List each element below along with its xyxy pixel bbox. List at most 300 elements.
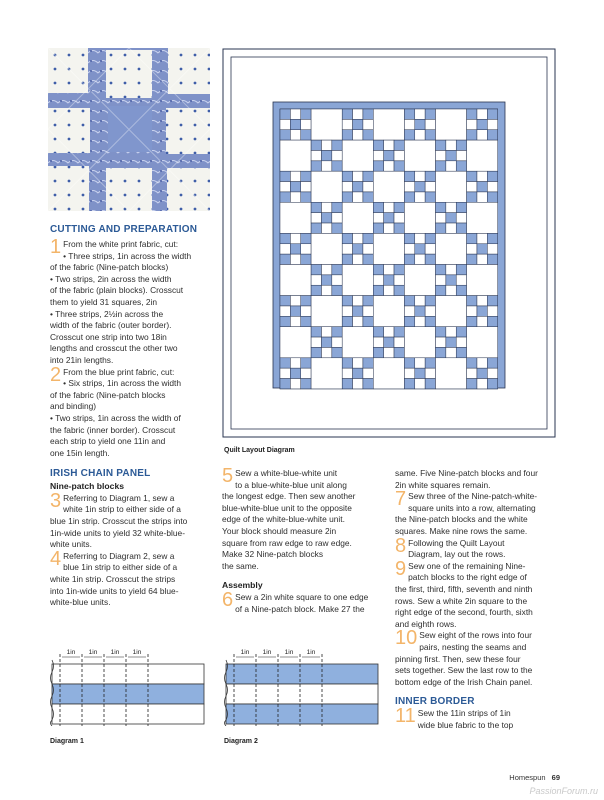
- text-line: pinning first. Then, sew these four: [395, 653, 521, 664]
- nine-patch-square: [456, 213, 466, 223]
- nine-patch-square: [321, 161, 331, 171]
- step-5: [222, 465, 392, 572]
- text-line: Sew the 11in strips of 1in: [417, 708, 511, 719]
- nine-patch-square: [290, 358, 300, 368]
- nine-patch-square: [436, 347, 446, 357]
- diagram-1-svg: [48, 646, 208, 726]
- nine-patch-square: [311, 327, 321, 337]
- nine-patch-square: [487, 109, 497, 119]
- nine-patch-square: [477, 182, 487, 192]
- plain-block: [280, 327, 311, 358]
- nine-patch-square: [477, 254, 487, 264]
- nine-patch-square: [467, 254, 477, 264]
- nine-patch-square: [425, 379, 435, 389]
- nine-patch-square: [353, 171, 363, 181]
- text-line: each strip to yield one 11in and: [50, 436, 166, 447]
- nine-patch-square: [342, 171, 352, 181]
- nine-patch-square: [415, 306, 425, 316]
- nine-patch-square: [446, 202, 456, 212]
- nine-patch-square: [425, 192, 435, 202]
- nine-patch-square: [487, 316, 497, 326]
- step-1-number: 1: [50, 236, 62, 258]
- nine-patch-square: [394, 213, 404, 223]
- nine-patch-square: [477, 244, 487, 254]
- nine-patch-square: [404, 306, 414, 316]
- nine-patch-square: [446, 213, 456, 223]
- nine-patch-square: [290, 119, 300, 129]
- nine-patch-square: [280, 233, 290, 243]
- nine-patch-square: [373, 213, 383, 223]
- nine-patch-square: [363, 316, 373, 326]
- text-line: Referring to Diagram 1, sew a: [63, 492, 175, 503]
- nine-patch-square: [425, 119, 435, 129]
- nine-patch-square: [415, 244, 425, 254]
- nine-patch-square: [404, 119, 414, 129]
- step-3-number: 3: [50, 489, 62, 512]
- text-line: lengths and crosscut the other two: [50, 343, 178, 354]
- measure-label: 1in: [88, 649, 98, 656]
- nine-patch-square: [342, 233, 352, 243]
- nine-patch-square: [280, 130, 290, 140]
- plain-block: [436, 171, 467, 202]
- plain-block: [436, 296, 467, 327]
- nine-patch-square: [280, 316, 290, 326]
- nine-patch-square: [321, 150, 331, 160]
- measure-label: 1in: [284, 649, 294, 656]
- nine-patch-square: [321, 347, 331, 357]
- nine-patch-square: [477, 109, 487, 119]
- nine-patch-square: [353, 379, 363, 389]
- nine-patch-square: [290, 233, 300, 243]
- text-line: Following the Quilt Layout: [408, 537, 505, 548]
- text-line: patch blocks to the right edge of: [408, 572, 527, 583]
- nine-patch-square: [290, 192, 300, 202]
- nine-patch-square: [477, 306, 487, 316]
- nine-patch-square: [415, 119, 425, 129]
- nine-patch-square: [446, 347, 456, 357]
- nine-patch-square: [311, 337, 321, 347]
- nine-patch-square: [487, 254, 497, 264]
- nine-patch-square: [301, 109, 311, 119]
- nine-patch-square: [280, 244, 290, 254]
- nine-patch-square: [311, 223, 321, 233]
- nine-patch-square: [384, 275, 394, 285]
- nine-patch-square: [467, 244, 477, 254]
- nine-patch-square: [404, 244, 414, 254]
- nine-patch-square: [467, 182, 477, 192]
- nine-patch-square: [425, 296, 435, 306]
- nine-patch-square: [425, 316, 435, 326]
- text-line: blue 1in strip to either side of a: [63, 562, 178, 573]
- nine-patch-square: [415, 192, 425, 202]
- text-line: From the blue print fabric, cut:: [63, 366, 175, 377]
- nine-patch-square: [342, 379, 352, 389]
- plain-block: [342, 327, 373, 358]
- nine-patch-square: [373, 150, 383, 160]
- nine-patch-square: [425, 254, 435, 264]
- text-line: same. Five Nine-patch blocks and four: [395, 468, 538, 478]
- nine-patch-square: [477, 368, 487, 378]
- plain-block: [467, 327, 498, 358]
- plain-block: [342, 140, 373, 171]
- cutting-heading: CUTTING AND PREPARATION: [50, 224, 198, 235]
- nine-patch-square: [436, 213, 446, 223]
- nine-patch-square: [321, 327, 331, 337]
- nine-patch-square: [415, 358, 425, 368]
- nine-patch-square: [384, 202, 394, 212]
- plain-block: [280, 202, 311, 233]
- nine-patch-square: [373, 202, 383, 212]
- nine-patch-square: [363, 109, 373, 119]
- step-8-text: [395, 534, 563, 561]
- text-line: blue-white-blue unit to the opposite: [222, 502, 352, 513]
- nine-patch-square: [404, 182, 414, 192]
- plain-block: [342, 202, 373, 233]
- nine-patch-square: [487, 119, 497, 129]
- nine-patch-square: [363, 358, 373, 368]
- nine-patch-square: [487, 130, 497, 140]
- nine-patch-square: [415, 233, 425, 243]
- nine-patch-square: [342, 109, 352, 119]
- nine-patch-square: [332, 223, 342, 233]
- plain-block: [373, 109, 404, 140]
- step-8: [395, 534, 563, 561]
- nine-patch-square: [301, 119, 311, 129]
- nine-patch-square: [456, 202, 466, 212]
- nine-patch-square: [394, 161, 404, 171]
- nine-patch-square: [280, 182, 290, 192]
- nine-patch-square: [394, 347, 404, 357]
- text-line: them to yield 31 squares, 2in: [50, 296, 158, 307]
- nine-patch-square: [415, 316, 425, 326]
- text-line: • Three strips, 2½in across the: [50, 308, 164, 319]
- nine-patch-square: [373, 161, 383, 171]
- nine-patch-square: [487, 379, 497, 389]
- nine-patch-square: [332, 202, 342, 212]
- step-7-number: 7: [395, 488, 407, 511]
- nine-patch-square: [373, 285, 383, 295]
- nine-patch-square: [363, 254, 373, 264]
- text-line: white 1in strip to either side of a: [63, 504, 181, 515]
- nine-patch-square: [415, 109, 425, 119]
- nine-patch-square: [404, 379, 414, 389]
- text-line: Sew three of the Nine-patch-white-: [408, 491, 538, 502]
- nine-patch-square: [425, 306, 435, 316]
- nine-patch-square: [311, 347, 321, 357]
- nine-patch-square: [425, 358, 435, 368]
- nine-patch-square: [363, 130, 373, 140]
- nine-patch-square: [404, 192, 414, 202]
- nine-patch-square: [363, 296, 373, 306]
- nine-patch-square: [394, 223, 404, 233]
- text-line: Sew eight of the rows into four: [419, 630, 532, 641]
- nine-patch-square: [301, 130, 311, 140]
- text-line: of a Nine-patch block. Make 27 the: [235, 603, 365, 614]
- nine-patch-square: [477, 379, 487, 389]
- text-line: Sew one of the remaining Nine-: [408, 560, 526, 571]
- nine-patch-square: [290, 368, 300, 378]
- measure-label: 1in: [306, 649, 316, 656]
- nine-patch-square: [384, 327, 394, 337]
- nine-patch-square: [321, 275, 331, 285]
- nine-patch-square: [311, 150, 321, 160]
- text-line: • Six strips, 1in across the width: [63, 378, 182, 389]
- nine-patch-square: [332, 347, 342, 357]
- nine-patch-square: [332, 327, 342, 337]
- nine-patch-square: [290, 254, 300, 264]
- nine-patch-square: [342, 316, 352, 326]
- plain-block: [373, 233, 404, 264]
- nine-patch-square: [446, 223, 456, 233]
- nine-patch-square: [353, 368, 363, 378]
- nine-patch-square: [321, 265, 331, 275]
- text-line: right edge of the second, fourth, sixth: [395, 607, 533, 618]
- step-6-number: 6: [222, 588, 234, 611]
- nine-patch-square: [415, 296, 425, 306]
- nine-patch-square: [487, 368, 497, 378]
- nine-patch-square: [384, 150, 394, 160]
- step-2-number: 2: [50, 363, 62, 386]
- plain-block: [404, 140, 435, 171]
- plain-block: [280, 140, 311, 171]
- nine-patch-square: [363, 192, 373, 202]
- plain-block: [467, 202, 498, 233]
- nine-patch-square: [342, 130, 352, 140]
- middle-column: [222, 465, 392, 615]
- nine-patch-square: [456, 265, 466, 275]
- plain-block: [280, 265, 311, 296]
- diagram-1: [48, 646, 208, 726]
- plain-block: [311, 109, 342, 140]
- inner-border-heading: INNER BORDER: [395, 696, 475, 708]
- nine-patch-square: [487, 358, 497, 368]
- text-line: bottom edge of the Irish Chain panel.: [395, 676, 533, 687]
- nine-patch-square: [363, 171, 373, 181]
- text-line: white-blue units.: [50, 597, 111, 608]
- nine-patch-square: [342, 358, 352, 368]
- nine-patch-square: [311, 265, 321, 275]
- nine-patch-square: [404, 316, 414, 326]
- text-line: square from raw edge to raw edge.: [222, 537, 352, 548]
- text-line: square units into a row, alternating: [408, 502, 536, 513]
- nine-patch-square: [446, 140, 456, 150]
- blue-strip: [226, 664, 378, 684]
- nine-patch-square: [301, 171, 311, 181]
- quilt-block-photo: [48, 48, 210, 211]
- nine-patch-square: [332, 150, 342, 160]
- magazine-name: Homespun: [509, 773, 546, 782]
- nine-patch-square: [301, 306, 311, 316]
- nine-patch-square: [446, 275, 456, 285]
- nine-patch-square: [415, 254, 425, 264]
- nine-patch-square: [404, 171, 414, 181]
- plain-block: [404, 265, 435, 296]
- step-1-text: [50, 236, 220, 367]
- nine-patch-square: [436, 265, 446, 275]
- plain-block: [404, 327, 435, 358]
- nine-patch-square: [353, 306, 363, 316]
- step-7-text: [395, 488, 563, 537]
- nine-patch-square: [301, 316, 311, 326]
- step-11: [395, 705, 563, 731]
- nine-patch-square: [290, 316, 300, 326]
- text-line: of the fabric (plain blocks). Crosscut: [50, 285, 184, 296]
- nine-patch-square: [456, 347, 466, 357]
- nine-patch-square: [467, 233, 477, 243]
- text-line: squares. Make nine rows the same.: [395, 525, 528, 536]
- assembly-heading: Assembly: [222, 580, 263, 591]
- step-9-text: [395, 557, 563, 631]
- nine-patch-square: [467, 130, 477, 140]
- plain-block: [373, 296, 404, 327]
- nine-patch-square: [436, 337, 446, 347]
- nine-patch-square: [353, 316, 363, 326]
- nine-patch-square: [425, 244, 435, 254]
- text-line: 1in-wide units to yield 32 white-blue-: [50, 527, 186, 538]
- text-line: Referring to Diagram 2, sew a: [63, 550, 175, 561]
- nine-patch-square: [332, 140, 342, 150]
- nine-patch-square: [415, 368, 425, 378]
- nine-patch-square: [425, 233, 435, 243]
- nine-patch-square: [456, 150, 466, 160]
- nine-patch-square: [384, 223, 394, 233]
- nine-patch-square: [280, 109, 290, 119]
- nine-patch-square: [404, 130, 414, 140]
- text-line: and eighth rows.: [395, 618, 457, 629]
- text-line: white 1in strip. Crosscut the strips: [50, 574, 176, 585]
- measure-label: 1in: [132, 649, 142, 656]
- nine-patch-square: [477, 192, 487, 202]
- nine-patch-square: [301, 296, 311, 306]
- nine-patch-square: [301, 244, 311, 254]
- text-line: the Nine-patch blocks and the white: [395, 514, 528, 525]
- text-line: Your block should measure 2in: [222, 525, 337, 536]
- plain-block: [404, 202, 435, 233]
- text-line: the longest edge. Then sew another: [222, 491, 356, 502]
- nine-patch-square: [436, 327, 446, 337]
- nine-patch-square: [321, 140, 331, 150]
- nine-patch-square: [394, 337, 404, 347]
- white-strip: [52, 704, 204, 724]
- nine-patch-square: [404, 109, 414, 119]
- nine-patch-square: [456, 337, 466, 347]
- step-3: [50, 489, 220, 551]
- text-line: Make 32 Nine-patch blocks: [222, 549, 324, 560]
- text-line: of the fabric (Nine-patch blocks: [50, 389, 166, 400]
- nine-patch-square: [290, 130, 300, 140]
- nine-patch-square: [384, 140, 394, 150]
- text-line: the same.: [222, 560, 259, 571]
- nine-patch-square: [404, 368, 414, 378]
- nine-patch-square: [373, 347, 383, 357]
- text-line: one 15in length.: [50, 447, 110, 458]
- watermark: PassionForum.ru: [529, 786, 598, 796]
- nine-patch-square: [384, 213, 394, 223]
- nine-patch-square: [436, 161, 446, 171]
- nine-patch-square: [394, 202, 404, 212]
- step-1: [50, 236, 220, 367]
- nine-patch-square: [311, 140, 321, 150]
- nine-patch-square: [290, 171, 300, 181]
- nine-patch-square: [332, 161, 342, 171]
- step-4-text: [50, 547, 220, 609]
- nine-patch-square: [321, 202, 331, 212]
- nine-patch-square: [321, 337, 331, 347]
- nine-patch-square: [363, 119, 373, 129]
- nine-patch-square: [487, 192, 497, 202]
- nine-patch-square: [467, 109, 477, 119]
- step-10: [395, 627, 563, 688]
- text-line: white units.: [50, 539, 92, 550]
- nine-patch-square: [467, 316, 477, 326]
- nine-patch-square: [456, 327, 466, 337]
- nine-patch-square: [301, 379, 311, 389]
- text-line: the first, third, fifth, seventh and ninth: [395, 583, 533, 594]
- plain-block: [373, 358, 404, 389]
- plain-block: [311, 171, 342, 202]
- quilt-layout-diagram: [222, 48, 556, 438]
- nine-patch-square: [467, 379, 477, 389]
- page-number: 69: [551, 773, 560, 782]
- nine-patch-square: [301, 182, 311, 192]
- nine-patch-square: [456, 140, 466, 150]
- text-line: sets together. Sew the last row to the: [395, 665, 533, 676]
- quilt-layout-caption: Quilt Layout Diagram: [224, 447, 295, 454]
- nine-patch-square: [301, 233, 311, 243]
- nine-patch-square: [332, 265, 342, 275]
- nine-patch-square: [467, 306, 477, 316]
- text-line: into 21in lengths.: [50, 354, 114, 365]
- step-9: [395, 557, 563, 631]
- nine-patch-square: [342, 368, 352, 378]
- nine-patch-square: [415, 182, 425, 192]
- nine-patch-square: [446, 265, 456, 275]
- text-line: into 1in-wide units to yield 64 blue-: [50, 585, 179, 596]
- nine-patch-square: [353, 130, 363, 140]
- text-line: and binding): [50, 401, 97, 412]
- nine-patch-square: [394, 327, 404, 337]
- nine-patch-square: [332, 275, 342, 285]
- nine-patch-square: [446, 161, 456, 171]
- nine-patch-square: [280, 358, 290, 368]
- nine-patch-square: [373, 223, 383, 233]
- nine-patch-square: [342, 182, 352, 192]
- step-4-number: 4: [50, 547, 62, 570]
- nine-patch-square: [467, 119, 477, 129]
- nine-patch-square: [384, 337, 394, 347]
- plain-block: [311, 296, 342, 327]
- nine-patch-square: [311, 161, 321, 171]
- nine-patch-square: [404, 296, 414, 306]
- nine-patch-square: [487, 244, 497, 254]
- text-line: Sew a 2in white square to one edge: [235, 591, 369, 602]
- step-11-text: [395, 705, 563, 731]
- nine-patch-square: [311, 285, 321, 295]
- plain-block: [311, 358, 342, 389]
- nine-patch-square: [301, 368, 311, 378]
- nine-patch-square: [290, 379, 300, 389]
- plain-block: [467, 140, 498, 171]
- diagram-2-caption: Diagram 2: [224, 738, 258, 745]
- nine-patch-square: [311, 213, 321, 223]
- nine-patch-square: [477, 358, 487, 368]
- text-line: pairs, nesting the seams and: [419, 641, 527, 652]
- nine-patch-square: [280, 368, 290, 378]
- nine-patch-square: [487, 233, 497, 243]
- nine-patch-square: [353, 254, 363, 264]
- nine-patch-square: [290, 182, 300, 192]
- nine-patch-square: [311, 202, 321, 212]
